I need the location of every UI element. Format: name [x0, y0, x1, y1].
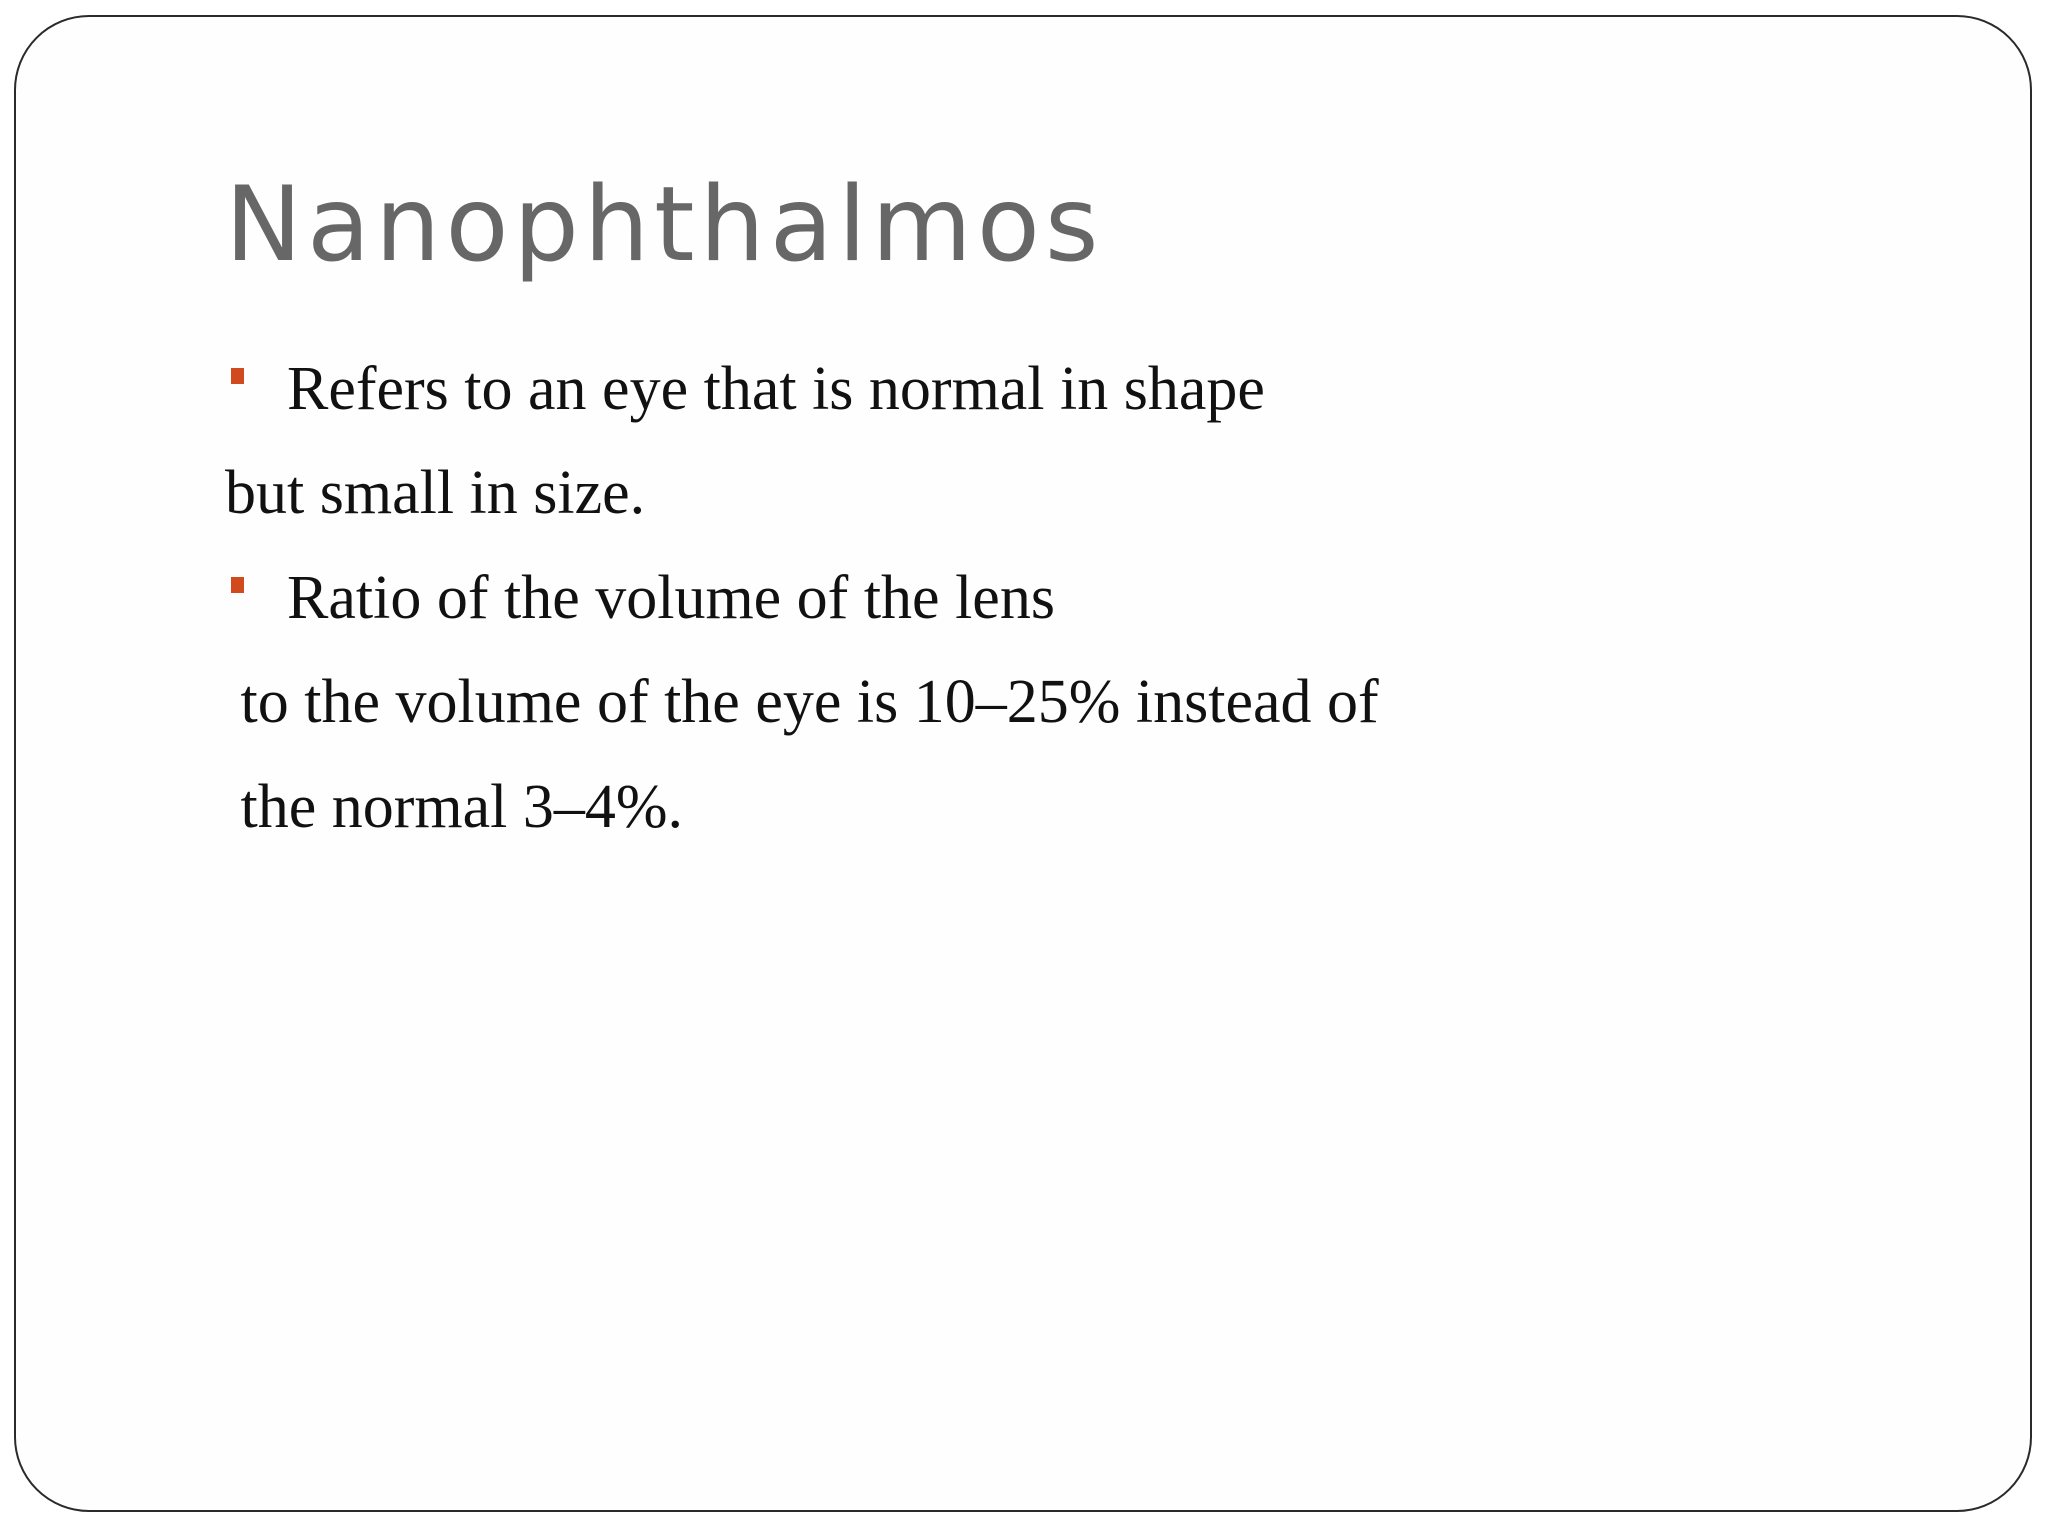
bullet-1-line-2: but small in size. [225, 459, 646, 527]
bullet-2-line-3: the normal 3–4%. [225, 773, 684, 841]
bullet-1-line-1: Refers to an eye that is normal in shape [287, 355, 1265, 423]
bullet-2-line-2: to the volume of the eye is 10–25% instead of [225, 668, 1379, 736]
bullet-marker-icon [231, 577, 244, 593]
slide-title: Nanophthalmos [225, 165, 1104, 285]
bullet-marker-icon [231, 368, 244, 384]
bullet-2-line-1: Ratio of the volume of the lens [287, 564, 1055, 632]
